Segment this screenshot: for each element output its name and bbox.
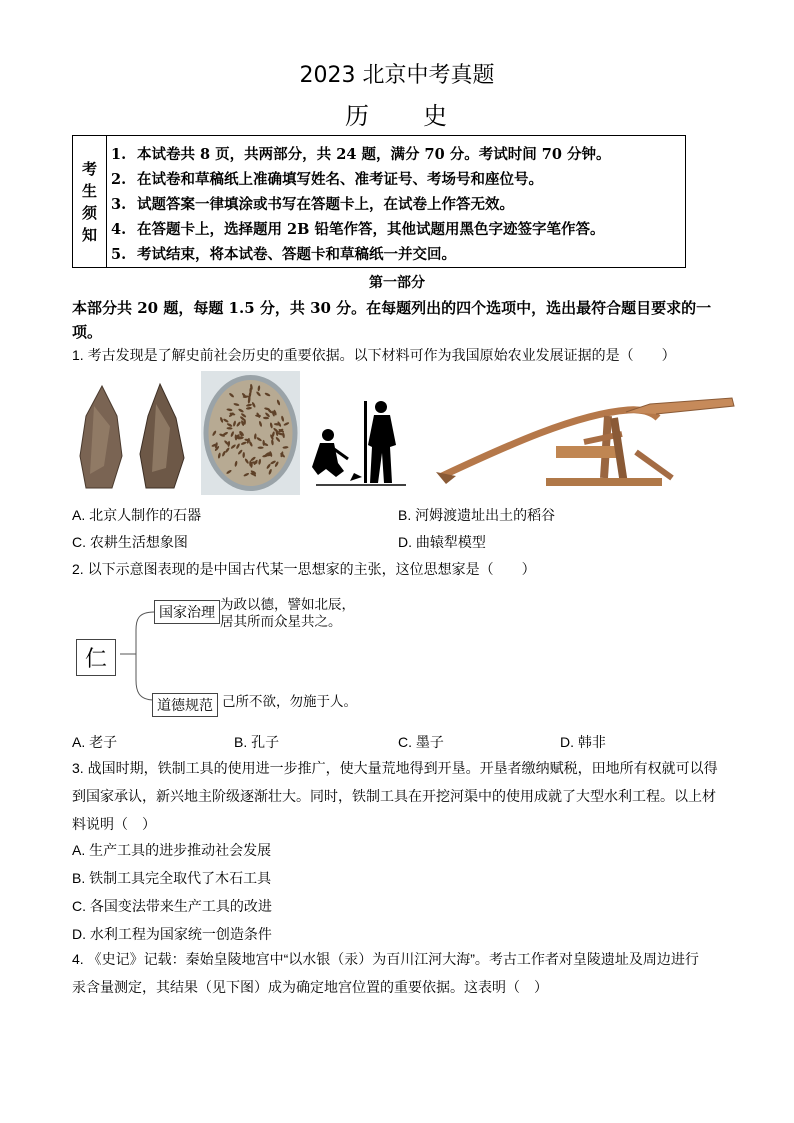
diagram-center-box: 仁 [76,639,116,676]
notice-label: 考 生 须 知 [73,136,107,267]
notice-item: 1. 本试卷共 8 页，共两部分，共 24 题，满分 70 分。考试时间 70 分钟。 [111,146,611,163]
part-intro: 本部分共 20 题，每题 1.5 分，共 30 分。在每题列出的四个选项中，选出最符合题目要求的一项。 [72,299,712,341]
stone-tools-image [72,376,192,494]
q4-stem: 4. 《史记》记载：秦始皇陵地宫中“以水银（汞）为百川江河大海”。考古工作者对皇陵遗址及周边进行 汞含量测定，其结果（见下图）成为确定地宫位置的重要依据。这表明（ ） [72,951,699,995]
q1-option-b: B. 河姆渡遗址出土的稻谷 [398,507,556,523]
notice-item: 3. 试题答案一律填涂或书写在答题卡上，在试卷上作答无效。 [111,196,514,213]
q3-options [72,836,722,948]
q2-option-b: B. 孔子 [234,734,280,750]
notice-items [111,142,611,267]
q3-option-c: C. 各国变法带来生产工具的改进 [72,898,272,914]
diagram-label-governance: 国家治理 [154,600,220,624]
diagram-text-governance-1: 为政以德，譬如北辰， [220,597,355,613]
diagram-label-morality: 道德规范 [152,693,218,717]
q1-option-d: D. 曲辕犁模型 [398,534,486,550]
q2-option-a: A. 老子 [72,734,118,750]
q2-option-d: D. 韩非 [560,734,606,750]
exam-title: 2023 北京中考真题 [299,63,495,88]
q1-stem: 1. 考古发现是了解史前社会历史的重要依据。以下材料可作为我国原始农业发展证据的是（ ） [72,347,676,363]
q2-stem: 2. 以下示意图表现的是中国古代某一思想家的主张，这位思想家是（ ） [72,561,536,577]
diagram-text-governance-2: 居其所而众星共之。 [220,614,342,630]
notice-box [72,135,686,268]
notice-item: 2. 在试卷和草稿纸上准确填写姓名、准考证号、考场号和座位号。 [111,171,543,188]
q3-stem: 3. 战国时期，铁制工具的使用进一步推广，使大量荒地得到开垦。开垦者缴纳赋税，田地所有权就可以得 到国家承认，新兴地主阶级逐渐壮大。同时，铁制工具在开挖河渠中的使用成就了大型水利工程。以上材 料说明（ ） [72,760,718,832]
part-heading: 第一部分 [369,275,425,291]
notice-item: 4. 在答题卡上，选择题用 2B 铅笔作答，其他试题用黑色字迹签字笔作答。 [111,221,605,238]
farming-scene-image [306,397,412,491]
q2-option-c: C. 墨子 [398,734,444,750]
plow-model-image [436,394,736,494]
rice-grain [258,447,264,449]
q3-option-b: B. 铁制工具完全取代了木石工具 [72,870,272,886]
q1-option-a: A. 北京人制作的石器 [72,507,202,523]
q3-option-a: A. 生产工具的进步推动社会发展 [72,842,272,858]
notice-item: 5. 考试结束，将本试卷、答题卡和草稿纸一并交回。 [111,246,456,263]
rice-grains-image [201,371,300,495]
q1-option-c: C. 农耕生活想象图 [72,534,188,550]
q3-option-d: D. 水利工程为国家统一创造条件 [72,926,272,942]
diagram-text-morality: 己所不欲，勿施于人。 [222,694,357,710]
subject-title: 历 史 [345,102,449,130]
